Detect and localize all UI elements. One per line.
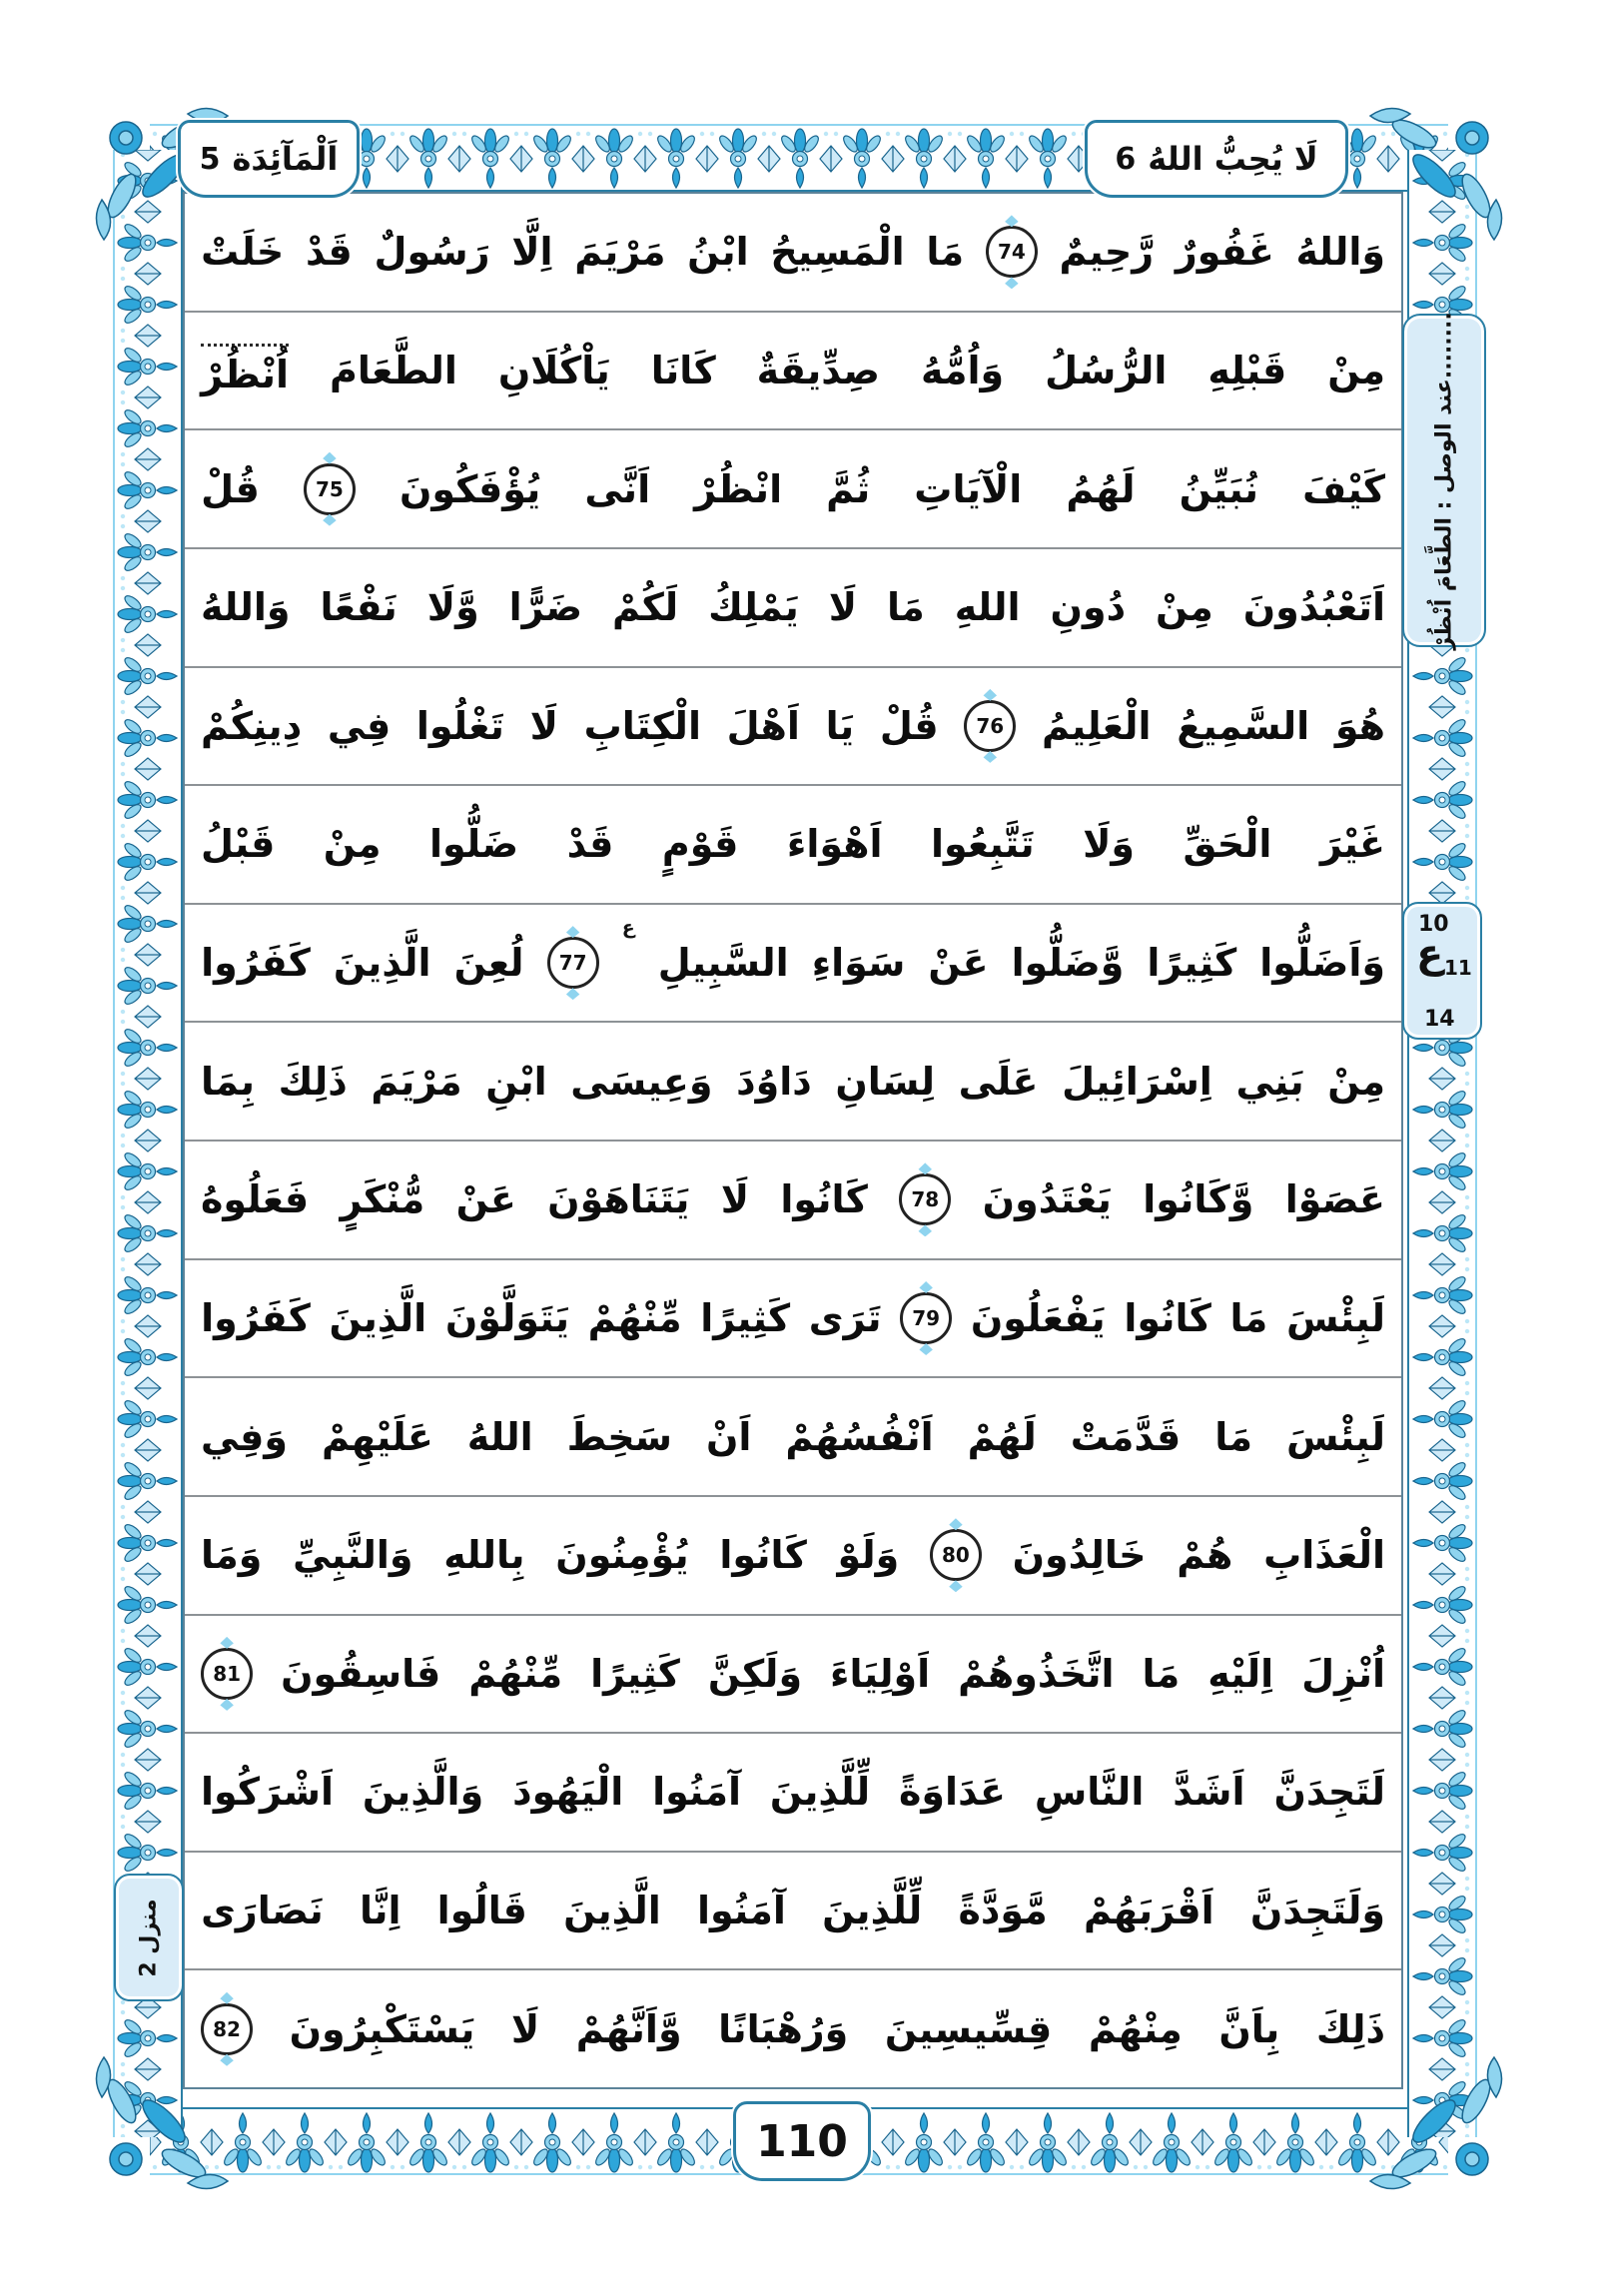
word: وَلَكِنَّ <box>707 1651 803 1696</box>
word: فِي <box>327 703 392 748</box>
word: قَوْمٍ <box>661 822 739 867</box>
surah-number: 5 <box>199 141 221 177</box>
word: اِنَّا <box>359 1889 401 1933</box>
surah-header <box>178 120 360 198</box>
word: قُلْ <box>879 703 939 748</box>
word: عَلَيْهِمْ <box>321 1414 433 1459</box>
word: وَاللهُ <box>201 585 291 630</box>
word: وَلَا <box>1083 822 1136 867</box>
word: وَّلَا <box>426 585 479 630</box>
text-line-15 <box>185 1853 1401 1971</box>
text-line-9 <box>185 1142 1401 1260</box>
word: الرُّسُلُ <box>1045 348 1168 392</box>
ruku-number-bottom: 14 <box>1424 1007 1455 1032</box>
word: دُونِ <box>1050 585 1127 630</box>
verse-number: 77 <box>547 937 599 989</box>
word: كَانُوا <box>1124 1295 1211 1340</box>
word: يُؤْمِنُونَ <box>555 1533 689 1578</box>
verse-number: 75 <box>304 463 356 515</box>
word: قَبْلِهِ <box>1207 348 1287 392</box>
marker-petal-icon <box>322 452 337 464</box>
word: ثُمَّ <box>826 466 871 511</box>
word: وَمَا <box>201 1533 263 1578</box>
word: قَبْلُ <box>201 822 276 867</box>
marker-petal-icon <box>983 689 998 701</box>
word: وَاَضَلُّوا <box>1259 941 1385 986</box>
word: لَهُمْ <box>967 1414 1037 1459</box>
word: غَفُورٌ <box>1175 230 1274 275</box>
word: مَرْيَمَ <box>371 1059 462 1104</box>
text-line-1 <box>185 194 1401 313</box>
word: نَفْعًا <box>320 585 398 630</box>
word: الْيَهُودَ <box>512 1770 624 1815</box>
word: قَدْ <box>566 822 614 867</box>
verse-number: 80 <box>930 1529 982 1581</box>
word: قِسِّيسِينَ <box>884 2006 1053 2051</box>
word: مِنْ <box>1156 585 1213 630</box>
word: اَهْوَاءَ <box>786 822 883 867</box>
word: لَتَجِدَنَّ <box>1273 1770 1385 1815</box>
word: مَّوَدَّةً <box>958 1889 1048 1933</box>
word: اللهِ <box>954 585 1021 630</box>
word: مِّنْهُمْ <box>468 1651 563 1696</box>
word: قَدَّمَتْ <box>1070 1414 1182 1459</box>
word: اللهُ <box>466 1414 533 1459</box>
marker-petal-icon <box>948 1580 963 1592</box>
text-line-2 <box>185 313 1401 431</box>
word: خَالِدُونَ <box>1012 1533 1147 1578</box>
marker-petal-icon <box>322 514 337 526</box>
ruku-number-middle: 11 <box>1444 956 1472 980</box>
word: فَاسِقُونَ <box>281 1651 441 1696</box>
text-line-12 <box>185 1497 1401 1616</box>
word: الْآيَاتِ <box>914 466 1023 511</box>
word: وَرُهْبَانًا <box>718 2006 849 2051</box>
verse-end-marker <box>899 1162 951 1236</box>
word: الَّذِينَ <box>333 941 431 986</box>
marker-petal-icon <box>220 1637 235 1649</box>
manzil-marker-tab <box>114 1874 184 2001</box>
marker-petal-icon <box>220 2054 235 2066</box>
word: دِينِكُمْ <box>201 703 303 748</box>
word: يَاْكُلَانِ <box>497 348 610 392</box>
word: عَنْ <box>455 1177 516 1222</box>
word: كَفَرُوا <box>201 1295 311 1340</box>
text-line-7 <box>185 905 1401 1024</box>
word: تَغْلُوا <box>415 703 504 748</box>
word: مَرْيَمَ <box>574 230 666 275</box>
word: اِسْرَائِيلَ <box>1062 1059 1212 1104</box>
word: يَسْتَكْبِرُونَ <box>289 2006 475 2051</box>
word: كَثِيرًا <box>1147 941 1237 986</box>
word: لَكُمْ <box>612 585 679 630</box>
verse-end-marker <box>930 1518 982 1592</box>
word: اُنْزِلَ <box>1301 1651 1385 1696</box>
word: غَيْرَ <box>1319 822 1385 867</box>
ruku-number-top: 10 <box>1418 912 1449 937</box>
word: رَّحِيمٌ <box>1059 230 1155 275</box>
marker-petal-icon <box>919 1281 934 1293</box>
verse-number: 79 <box>900 1292 952 1344</box>
word: بِاللهِ <box>443 1533 525 1578</box>
text-line-4 <box>185 549 1401 668</box>
word: وَاللهُ <box>1295 230 1385 275</box>
word: لُعِنَ <box>453 941 524 986</box>
word: اَهْلَ <box>726 703 800 748</box>
word: بِاَنَّ <box>1218 2006 1280 2051</box>
word: بَنِي <box>1235 1059 1304 1104</box>
word: وَلَتَجِدَنَّ <box>1249 1889 1385 1933</box>
word: مِنْ <box>1327 1059 1385 1104</box>
word: تَتَّبِعُوا <box>931 822 1035 867</box>
word: مِنْ <box>1327 348 1385 392</box>
verse-end-marker <box>986 215 1038 289</box>
word: آمَنُوا <box>652 1770 742 1815</box>
border-ornament-left <box>113 150 183 2137</box>
text-line-3 <box>185 430 1401 549</box>
verse-number: 78 <box>899 1173 951 1225</box>
marker-petal-icon <box>220 1699 235 1711</box>
ruku-marker-tab <box>1402 902 1482 1040</box>
word: الَّذِينَ <box>329 1295 427 1340</box>
word: نُبَيِّنُ <box>1179 466 1259 511</box>
verse-end-marker <box>304 452 356 526</box>
word: انْظُرْ <box>694 466 783 511</box>
word: مِنْهُمْ <box>1088 2006 1183 2051</box>
word: مَا <box>1214 1414 1253 1459</box>
word: ذَلِكَ <box>1315 2006 1385 2051</box>
word: مُّنْكَرٍ <box>340 1177 425 1222</box>
word: الْمَسِيحُ <box>770 230 905 275</box>
verse-end-marker <box>964 689 1016 763</box>
word: تَرَى <box>808 1295 882 1340</box>
word: اَقْرَبَهُمْ <box>1083 1889 1214 1933</box>
word: قَدْ <box>305 230 353 275</box>
word: يَا <box>825 703 855 748</box>
word: ابْنُ <box>687 230 749 275</box>
juz-header <box>1085 120 1348 198</box>
marker-petal-icon <box>565 988 580 1000</box>
word: رَسُولٌ <box>374 230 490 275</box>
verse-end-marker <box>201 1992 253 2066</box>
word: قُلْ <box>201 466 260 511</box>
word: صِدِّيقَةٌ <box>756 348 880 392</box>
surah-title: اَلْمَآئِدَة <box>232 140 339 178</box>
word: يَعْتَدُونَ <box>982 1177 1112 1222</box>
word: الْكِتَابِ <box>583 703 701 748</box>
text-line-5 <box>185 668 1401 787</box>
word: نَصَارَى <box>201 1889 324 1933</box>
verse-end-marker <box>900 1281 952 1355</box>
verse-end-marker <box>201 1637 253 1711</box>
word: الَّذِينَ <box>563 1889 661 1933</box>
marker-petal-icon <box>220 1992 235 2004</box>
text-line-16 <box>185 1970 1401 2087</box>
quran-text-block <box>183 192 1403 2089</box>
verse-number: 81 <box>201 1648 253 1700</box>
verse-end-marker <box>547 926 599 1000</box>
word: وَالنَّبِيِّ <box>293 1533 413 1578</box>
word: يَمْلِكُ <box>708 585 799 630</box>
word: كَثِيرًا <box>590 1651 680 1696</box>
wasl-annotation-text: ........عند الوصل : الطَّعَامَ اُنْظُرْ <box>1431 311 1457 650</box>
word: عَنْ <box>928 941 989 986</box>
word: مَا <box>1229 1295 1268 1340</box>
word: ابْنِ <box>485 1059 547 1104</box>
word: ضَلُّوا <box>429 822 519 867</box>
word: يَتَوَلَّوْنَ <box>444 1295 569 1340</box>
word: اَشَدَّ <box>1173 1770 1245 1815</box>
verse-number: 82 <box>201 2003 253 2055</box>
word: الْعَذَابِ <box>1263 1533 1385 1578</box>
word: آمَنُوا <box>697 1889 786 1933</box>
word: عَدَاوَةً <box>898 1770 1006 1815</box>
text-line-8 <box>185 1023 1401 1142</box>
word: كَانَا <box>650 348 716 392</box>
verse-number: 74 <box>986 226 1038 278</box>
word: يَتَنَاهَوْنَ <box>547 1177 690 1222</box>
word: كَانُوا <box>780 1177 868 1222</box>
word: لَا <box>529 703 558 748</box>
juz-title: لَا يُحِبُّ اللهُ <box>1148 140 1318 178</box>
verse-number: 76 <box>964 700 1016 752</box>
word: كَانُوا <box>719 1533 807 1578</box>
word: لَا <box>720 1177 750 1222</box>
word: اِلَّا <box>511 230 553 275</box>
word: كَيْفَ <box>1302 466 1385 511</box>
word: اِلَيْهِ <box>1207 1651 1274 1696</box>
word: عَصَوْا <box>1284 1177 1385 1222</box>
word: الطَّعَامَ <box>330 348 457 392</box>
word: وَّضَلُّوا <box>1011 941 1125 986</box>
manzil-label: منزل 2 <box>136 1898 162 1977</box>
word: وَالَّذِينَ <box>362 1770 484 1815</box>
word: فَعَلُوهُ <box>201 1177 310 1222</box>
word: مِنْ <box>323 822 382 867</box>
word: ضَرًّا <box>508 585 583 630</box>
word: الْحَقِّ <box>1183 822 1272 867</box>
word: مَا <box>926 230 965 275</box>
word: السَّمِيعُ <box>1177 703 1310 748</box>
word: اَنْفُسُهُمْ <box>785 1414 934 1459</box>
word: سَوَاءِ <box>811 941 906 986</box>
word: اَنَّى <box>584 466 651 511</box>
word: لَا <box>828 585 858 630</box>
word: وَّاَنَّهُمْ <box>575 2006 682 2051</box>
word: كَثِيرًا <box>700 1295 791 1340</box>
word: وَلَوْ <box>837 1533 900 1578</box>
word: اَنْ <box>706 1414 752 1459</box>
word: لَهُمُ <box>1066 466 1136 511</box>
text-line-6 <box>185 786 1401 905</box>
ruku-ain-letter: ع <box>1416 931 1444 977</box>
word: لِّلَّذِينَ <box>822 1889 923 1933</box>
text-line-13 <box>185 1616 1401 1735</box>
marker-petal-icon <box>918 1224 933 1236</box>
word: وَفِي <box>201 1414 288 1459</box>
word: كَفَرُوا <box>201 941 311 986</box>
word: اَوْلِيَاءَ <box>830 1651 931 1696</box>
text-line-10 <box>185 1260 1401 1379</box>
word: خَلَتْ <box>201 230 285 275</box>
word: عَلَى <box>958 1059 1039 1104</box>
marker-petal-icon <box>919 1343 934 1355</box>
word: لَبِئْسَ <box>1285 1295 1385 1340</box>
word: سَخِطَ <box>566 1414 673 1459</box>
word: وَاُمُّهُ <box>920 348 1005 392</box>
word: لَبِئْسَ <box>1285 1414 1385 1459</box>
word: مِّنْهُمْ <box>587 1295 682 1340</box>
word: يُؤْفَكُونَ <box>399 466 541 511</box>
word: اتَّخَذُوهُمْ <box>958 1651 1115 1696</box>
word: يَفْعَلُونَ <box>970 1295 1106 1340</box>
word: السَّبِيلِ <box>657 941 789 986</box>
word: مَا <box>886 585 925 630</box>
word: اَتَعْبُدُونَ <box>1242 585 1385 630</box>
word: لِّلَّذِينَ <box>769 1770 871 1815</box>
word: دَاوُدَ <box>736 1059 812 1104</box>
word: النَّاسِ <box>1034 1770 1145 1815</box>
marker-petal-icon <box>983 751 998 763</box>
juz-number: 6 <box>1115 141 1137 177</box>
marker-petal-icon <box>1004 277 1019 289</box>
word: مَا <box>1142 1651 1181 1696</box>
text-line-14 <box>185 1734 1401 1853</box>
page-number-box <box>733 2101 871 2181</box>
word: الْعَلِيمُ <box>1041 703 1152 748</box>
word: لَا <box>510 2006 540 2051</box>
word: ذَلِكَ <box>278 1059 348 1104</box>
word: هُمْ <box>1177 1533 1233 1578</box>
marker-petal-icon <box>565 926 580 938</box>
word: هُوَ <box>1334 703 1385 748</box>
word: اَشْرَكُوا <box>201 1770 334 1815</box>
word: اُنْظُرْ <box>201 344 289 396</box>
text-line-11 <box>185 1378 1401 1497</box>
word: وَعِيسَى <box>570 1059 713 1104</box>
ruku-inline-mark: ع <box>621 916 635 939</box>
word: وَّكَانُوا <box>1143 1177 1254 1222</box>
word: لِسَانِ <box>835 1059 935 1104</box>
wasl-annotation-tab <box>1402 311 1486 650</box>
page-number: 110 <box>756 2115 848 2167</box>
word: بِمَا <box>201 1059 256 1104</box>
word: قَالُوا <box>436 1889 527 1933</box>
